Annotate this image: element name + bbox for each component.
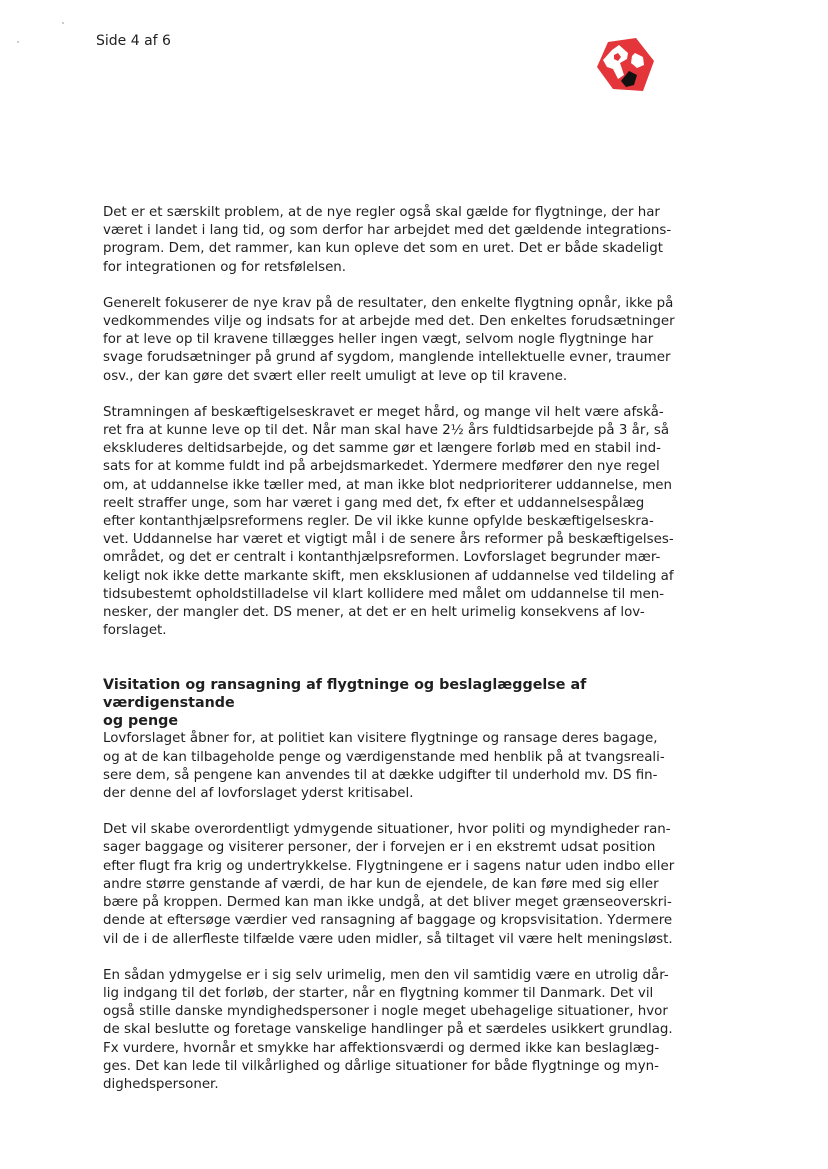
paragraph: Det er et særskilt problem, at de nye regler også skal gælde for flygtninge, der har været i landet i lang tid, og som derfor har arbejdet med det gældende integrations- program. Dem, det rammer, kan kun opleve det som en uret. Det er både skadeligt for integrationen og for retsfølelsen. — [103, 205, 672, 275]
section-heading: Visitation og ransagning af flygtninge og beslaglæggelse af værdigenstande og penge — [103, 677, 587, 730]
paragraph: Generelt fokuserer de nye krav på de resultater, den enkelte flygtning opnår, ikke på vedkommendes vilje og indsats for at arbejde med det. Den enkeltes forudsætninger for at leve op til kravene tillægges heller ingen vægt, selvom nogle flygtninge har svage forudsætninger på grund af sygdom, manglende intellektuelle evner, traumer osv., der kan gøre det svært eller reelt umuligt at leve op til kravene. — [103, 295, 675, 384]
paragraph: En sådan ydmygelse er i sig selv urimelig, men den vil samtidig være en utrolig dår- lig indgang til det forløb, der starter, når en flygtning kommer til Danmark. Det vil også stille danske myndighedspersoner i nogle meget ubehagelige situationer, hvor de skal beslutte og foretage vanskelige handlinger på et særdeles usikkert grundlag. Fx vurdere, hvornår et smykke har affektionsværdi og dermed ikke kan beslaglæg- ges. Det kan lede til vilkårlighed og dårlige situationer for både flygtninge og myn- dighedspersoner. — [103, 967, 673, 1092]
red-cube-logo-icon — [591, 35, 657, 95]
paragraph: Lovforslaget åbner for, at politiet kan visitere flygtninge og ransage deres bagage, og at de kan tilbageholde penge og værdigenstande med henblik på at tvangsreali- sere dem, så pengene kan anvendes til at dække udgifter til underhold mv. DS fin- der denne del af lovforslaget yderst kritisabel. — [103, 731, 665, 802]
scan-speck — [62, 22, 64, 24]
paragraph: Det vil skabe overordentligt ydmygende situationer, hvor politi og myndigheder ran- sager baggage og visiterer personer, der i forvejen er i en ekstremt udsat position efter flugt fra krig og undertrykkelse. Flygtningene er i sagens natur uden indbo eller andre større genstande af værdi, de har kun de ejendele, de kan føre med sig eller bære på kroppen. Dermed kan man ikke undgå, at det bliver meget grænseoverskri- dende at eftersøge værdier ved ransagning af baggage og kropsvisitation. Ydermere vil de i de allerfleste tilfælde være uden midler, så tiltaget vil være helt meningsløst. — [103, 822, 675, 947]
scan-speck — [17, 41, 19, 43]
page-number: Side 4 af 6 — [96, 33, 171, 49]
letter-body — [103, 204, 701, 1094]
paragraph: Stramningen af beskæftigelseskravet er meget hård, og mange vil helt være afskå- ret fra at kunne leve op til det. Når man skal have 2½ års fuldtidsarbejde på 3 år, så ekskluderes deltidsarbejde, og det samme gør et længere forløb med en stabil ind- sats for at komme fuldt ind på arbejdsmarkedet. Ydermere medfører den nye regel om, at uddannelse ikke tæller med, at man ikke blot nedprioriterer uddannelse, men reelt straffer unge, som har været i gang med det, fx efter et uddannelsespålæg efter kontanthjælpsreformens regler. De vil ikke kunne opfylde beskæftigelseskra- vet. Uddannelse har været et vigtigt mål i de senere års reformer på beskæftigelses- området, og det er centralt i kontanthjælpsreformen. Lovforslaget begrunder mær- keligt nok ikke dette markante skift, men eksklusionen af uddannelse ved tildeling af tidsubestemt opholdstilladelse vil klart kollidere med målet om uddannelse til men- nesker, der mangler det. DS mener, at det er en helt urimelig konsekvens af lov- forslaget. — [103, 404, 674, 639]
